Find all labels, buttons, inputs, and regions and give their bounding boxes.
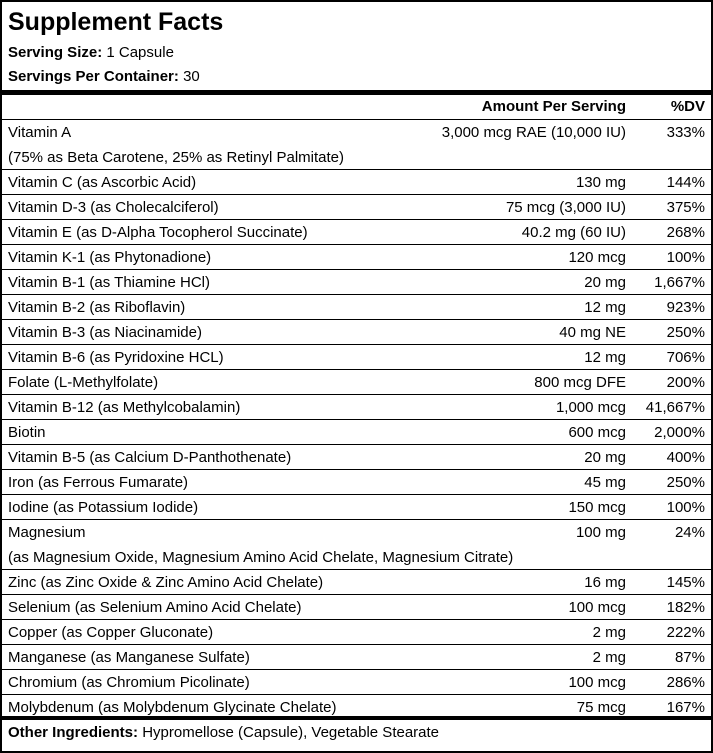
nutrient-dv: 145% — [666, 574, 705, 591]
nutrient-name: Biotin — [8, 424, 46, 441]
nutrient-dv: 200% — [666, 374, 705, 391]
table-row — [2, 395, 711, 420]
nutrient-amount: 150 mcg — [568, 499, 626, 516]
other-ingredients-label: Other Ingredients: — [8, 724, 139, 741]
nutrient-amount: 75 mcg (3,000 IU) — [505, 199, 626, 216]
nutrient-amount: 600 mcg — [568, 424, 626, 441]
nutrient-name: Molybdenum (as Molybdenum Glycinate Chelate) — [8, 699, 337, 716]
table-row — [2, 620, 711, 645]
table-row — [2, 245, 711, 270]
nutrient-amount: 12 mg — [584, 349, 626, 366]
nutrient-amount: 40 mg NE — [559, 324, 626, 341]
table-row — [2, 445, 711, 470]
nutrient-dv: 144% — [666, 174, 705, 191]
nutrient-amount: 20 mg — [584, 274, 626, 291]
nutrient-amount: 130 mg — [575, 174, 626, 191]
table-row — [2, 470, 711, 495]
nutrient-name: Vitamin A — [8, 124, 72, 141]
nutrient-dv: 182% — [666, 599, 705, 616]
table-row — [2, 195, 711, 220]
nutrient-dv: 24% — [674, 524, 705, 541]
nutrient-name: Magnesium — [8, 524, 86, 541]
nutrient-amount: 800 mcg DFE — [534, 374, 626, 391]
amount-column-header: Amount Per Serving — [481, 98, 626, 115]
nutrient-amount: 40.2 mg (60 IU) — [521, 224, 626, 241]
nutrient-name: Vitamin B-2 (as Riboflavin) — [8, 299, 186, 316]
nutrient-dv: 41,667% — [645, 399, 705, 416]
nutrient-amount: 3,000 mcg RAE (10,000 IU) — [441, 124, 626, 141]
nutrient-dv: 222% — [666, 624, 705, 641]
table-row — [2, 495, 711, 520]
nutrient-name: Iodine (as Potassium Iodide) — [8, 499, 199, 516]
nutrient-name: Vitamin D-3 (as Cholecalciferol) — [8, 199, 219, 216]
servings-per-container-value: 30 — [183, 68, 200, 85]
nutrient-name: Vitamin B-3 (as Niacinamide) — [8, 324, 202, 341]
panel-title: Supplement Facts — [8, 8, 224, 36]
nutrient-name: Copper (as Copper Gluconate) — [8, 624, 214, 641]
nutrient-source: (as Magnesium Oxide, Magnesium Amino Acid Chelate, Magnesium Citrate) — [8, 549, 514, 566]
nutrient-name: Vitamin B-12 (as Methylcobalamin) — [8, 399, 241, 416]
nutrient-name: Vitamin B-1 (as Thiamine HCl) — [8, 274, 211, 291]
table-row — [2, 595, 711, 620]
servings-per-container-label: Servings Per Container: — [8, 68, 179, 85]
nutrient-name: Vitamin B-6 (as Pyridoxine HCL) — [8, 349, 224, 366]
nutrient-dv: 333% — [666, 124, 705, 141]
nutrient-amount: 45 mg — [584, 474, 626, 491]
footer-divider — [2, 716, 711, 720]
nutrient-dv: 286% — [666, 674, 705, 691]
table-row — [2, 170, 711, 195]
nutrient-dv: 1,667% — [654, 274, 705, 291]
other-ingredients-value: Hypromellose (Capsule), Vegetable Stearate — [142, 724, 440, 741]
nutrient-amount: 12 mg — [584, 299, 626, 316]
nutrient-dv: 706% — [666, 349, 705, 366]
nutrient-amount: 100 mg — [575, 524, 626, 541]
other-ingredients — [8, 722, 439, 744]
serving-size-value: 1 Capsule — [106, 44, 174, 61]
nutrient-dv: 250% — [666, 324, 705, 341]
nutrient-name: Vitamin K-1 (as Phytonadione) — [8, 249, 212, 266]
nutrient-dv: 87% — [674, 649, 705, 666]
table-row — [2, 570, 711, 595]
nutrient-dv: 268% — [666, 224, 705, 241]
table-row — [2, 270, 711, 295]
nutrient-name: Chromium (as Chromium Picolinate) — [8, 674, 250, 691]
nutrient-amount: 2 mg — [592, 649, 626, 666]
table-row — [2, 295, 711, 320]
table-row — [2, 370, 711, 395]
nutrient-amount: 16 mg — [584, 574, 626, 591]
table-row — [2, 645, 711, 670]
nutrient-dv: 100% — [666, 249, 705, 266]
nutrient-amount: 1,000 mcg — [555, 399, 626, 416]
nutrient-name: Vitamin C (as Ascorbic Acid) — [8, 174, 197, 191]
servings-per-container — [8, 67, 200, 87]
table-row — [2, 670, 711, 695]
table-row — [2, 520, 711, 570]
nutrient-dv: 250% — [666, 474, 705, 491]
table-row — [2, 220, 711, 245]
nutrient-amount: 120 mcg — [568, 249, 626, 266]
table-row — [2, 320, 711, 345]
nutrient-dv: 100% — [666, 499, 705, 516]
nutrient-dv: 923% — [666, 299, 705, 316]
nutrient-source: (75% as Beta Carotene, 25% as Retinyl Palmitate) — [8, 149, 344, 166]
table-row — [2, 120, 711, 170]
nutrient-name: Manganese (as Manganese Sulfate) — [8, 649, 250, 666]
nutrient-amount: 100 mcg — [568, 674, 626, 691]
header-divider — [2, 90, 711, 95]
nutrient-name: Iron (as Ferrous Fumarate) — [8, 474, 189, 491]
dv-column-header: %DV — [670, 98, 705, 115]
nutrient-amount: 2 mg — [592, 624, 626, 641]
nutrient-name: Zinc (as Zinc Oxide & Zinc Amino Acid Chelate) — [8, 574, 324, 591]
serving-size-label: Serving Size: — [8, 44, 103, 61]
table-row — [2, 420, 711, 445]
nutrient-dv: 167% — [666, 699, 705, 716]
nutrient-amount: 75 mcg — [576, 699, 626, 716]
nutrient-dv: 400% — [666, 449, 705, 466]
nutrient-amount: 100 mcg — [568, 599, 626, 616]
nutrient-amount: 20 mg — [584, 449, 626, 466]
serving-size — [8, 43, 174, 63]
nutrient-name: Folate (L-Methylfolate) — [8, 374, 159, 391]
table-row — [2, 345, 711, 370]
nutrient-name: Selenium (as Selenium Amino Acid Chelate) — [8, 599, 302, 616]
nutrient-name: Vitamin B-5 (as Calcium D-Panthothenate) — [8, 449, 292, 466]
nutrient-name: Vitamin E (as D-Alpha Tocopherol Succinate) — [8, 224, 308, 241]
nutrient-dv: 2,000% — [654, 424, 705, 441]
nutrient-dv: 375% — [666, 199, 705, 216]
